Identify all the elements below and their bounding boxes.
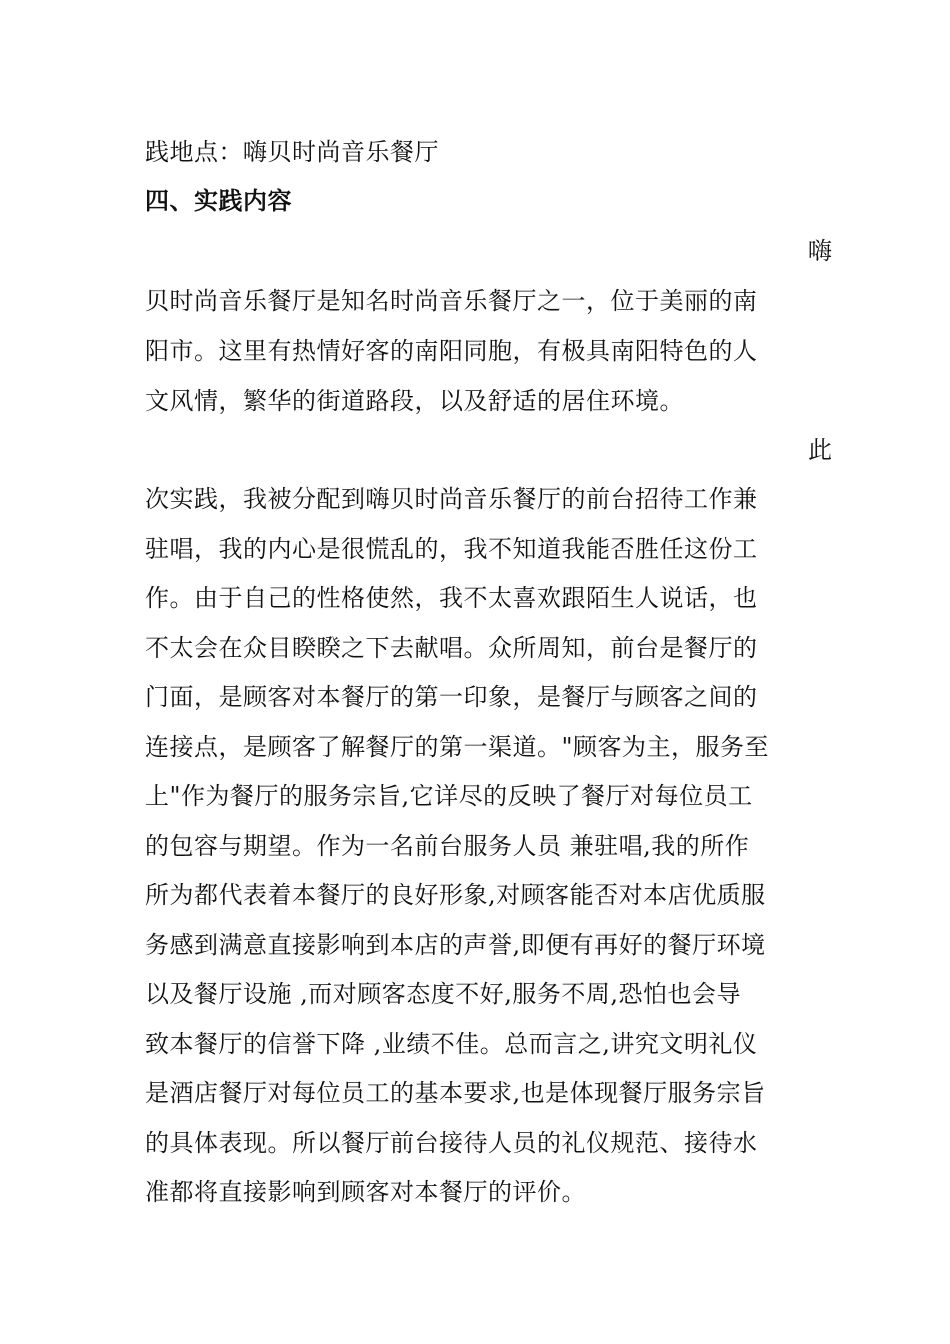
paragraph-2-line: 门面，是顾客对本餐厅的第一印象，是餐厅与顾客之间的 bbox=[145, 683, 758, 711]
paragraph-2-line: 作。由于自己的性格使然，我不太喜欢跟陌生人说话，也 bbox=[145, 584, 758, 612]
paragraph-1-lead-char: 嗨 bbox=[808, 237, 832, 265]
paragraph-2-line: 的具体表现。所以餐厅前台接待人员的礼仪规范、接待水 bbox=[145, 1129, 758, 1157]
paragraph-2-line: 次实践，我被分配到嗨贝时尚音乐餐厅的前台招待工作兼 bbox=[145, 485, 758, 513]
paragraph-2-line: 连接点，是顾客了解餐厅的第一渠道。"顾客为主，服务至 bbox=[145, 733, 770, 761]
paragraph-2-line: 是酒店餐厅对每位员工的基本要求,也是体现餐厅服务宗旨 bbox=[145, 1079, 766, 1107]
paragraph-2-line: 不太会在众目睽睽之下去献唱。众所周知，前台是餐厅的 bbox=[145, 634, 758, 662]
paragraph-2-line: 准都将直接影响到顾客对本餐厅的评价。 bbox=[145, 1178, 586, 1206]
paragraph-1-line: 文风情，繁华的街道路段，以及舒适的居住环境。 bbox=[145, 387, 684, 415]
paragraph-2-line: 的包容与期望。作为一名前台服务人员 兼驻唱,我的所作 bbox=[145, 832, 750, 860]
paragraph-2-lead-char: 此 bbox=[808, 436, 832, 464]
paragraph-1-line: 阳市。这里有热情好客的南阳同胞，有极具南阳特色的人 bbox=[145, 337, 758, 365]
paragraph-2-line: 驻唱，我的内心是很慌乱的，我不知道我能否胜任这份工 bbox=[145, 535, 758, 563]
paragraph-2-line: 以及餐厅设施 ,而对顾客态度不好,服务不周,恐怕也会导 bbox=[145, 980, 742, 1008]
paragraph-2-line: 所为都代表着本餐厅的良好形象,对顾客能否对本店优质服 bbox=[145, 881, 766, 909]
section-heading: 四、实践内容 bbox=[145, 187, 292, 215]
paragraph-2-line: 务感到满意直接影响到本店的声誉,即便有再好的餐厅环境 bbox=[145, 931, 766, 959]
location-line: 践地点：嗨贝时尚音乐餐厅 bbox=[145, 138, 439, 166]
paragraph-2-line: 致本餐厅的信誉下降 ,业绩不佳。总而言之,讲究文明礼仪 bbox=[145, 1030, 758, 1058]
paragraph-1-line: 贝时尚音乐餐厅是知名时尚音乐餐厅之一，位于美丽的南 bbox=[145, 287, 758, 315]
paragraph-2-line: 上"作为餐厅的服务宗旨,它详尽的反映了餐厅对每位员工 bbox=[145, 782, 753, 810]
